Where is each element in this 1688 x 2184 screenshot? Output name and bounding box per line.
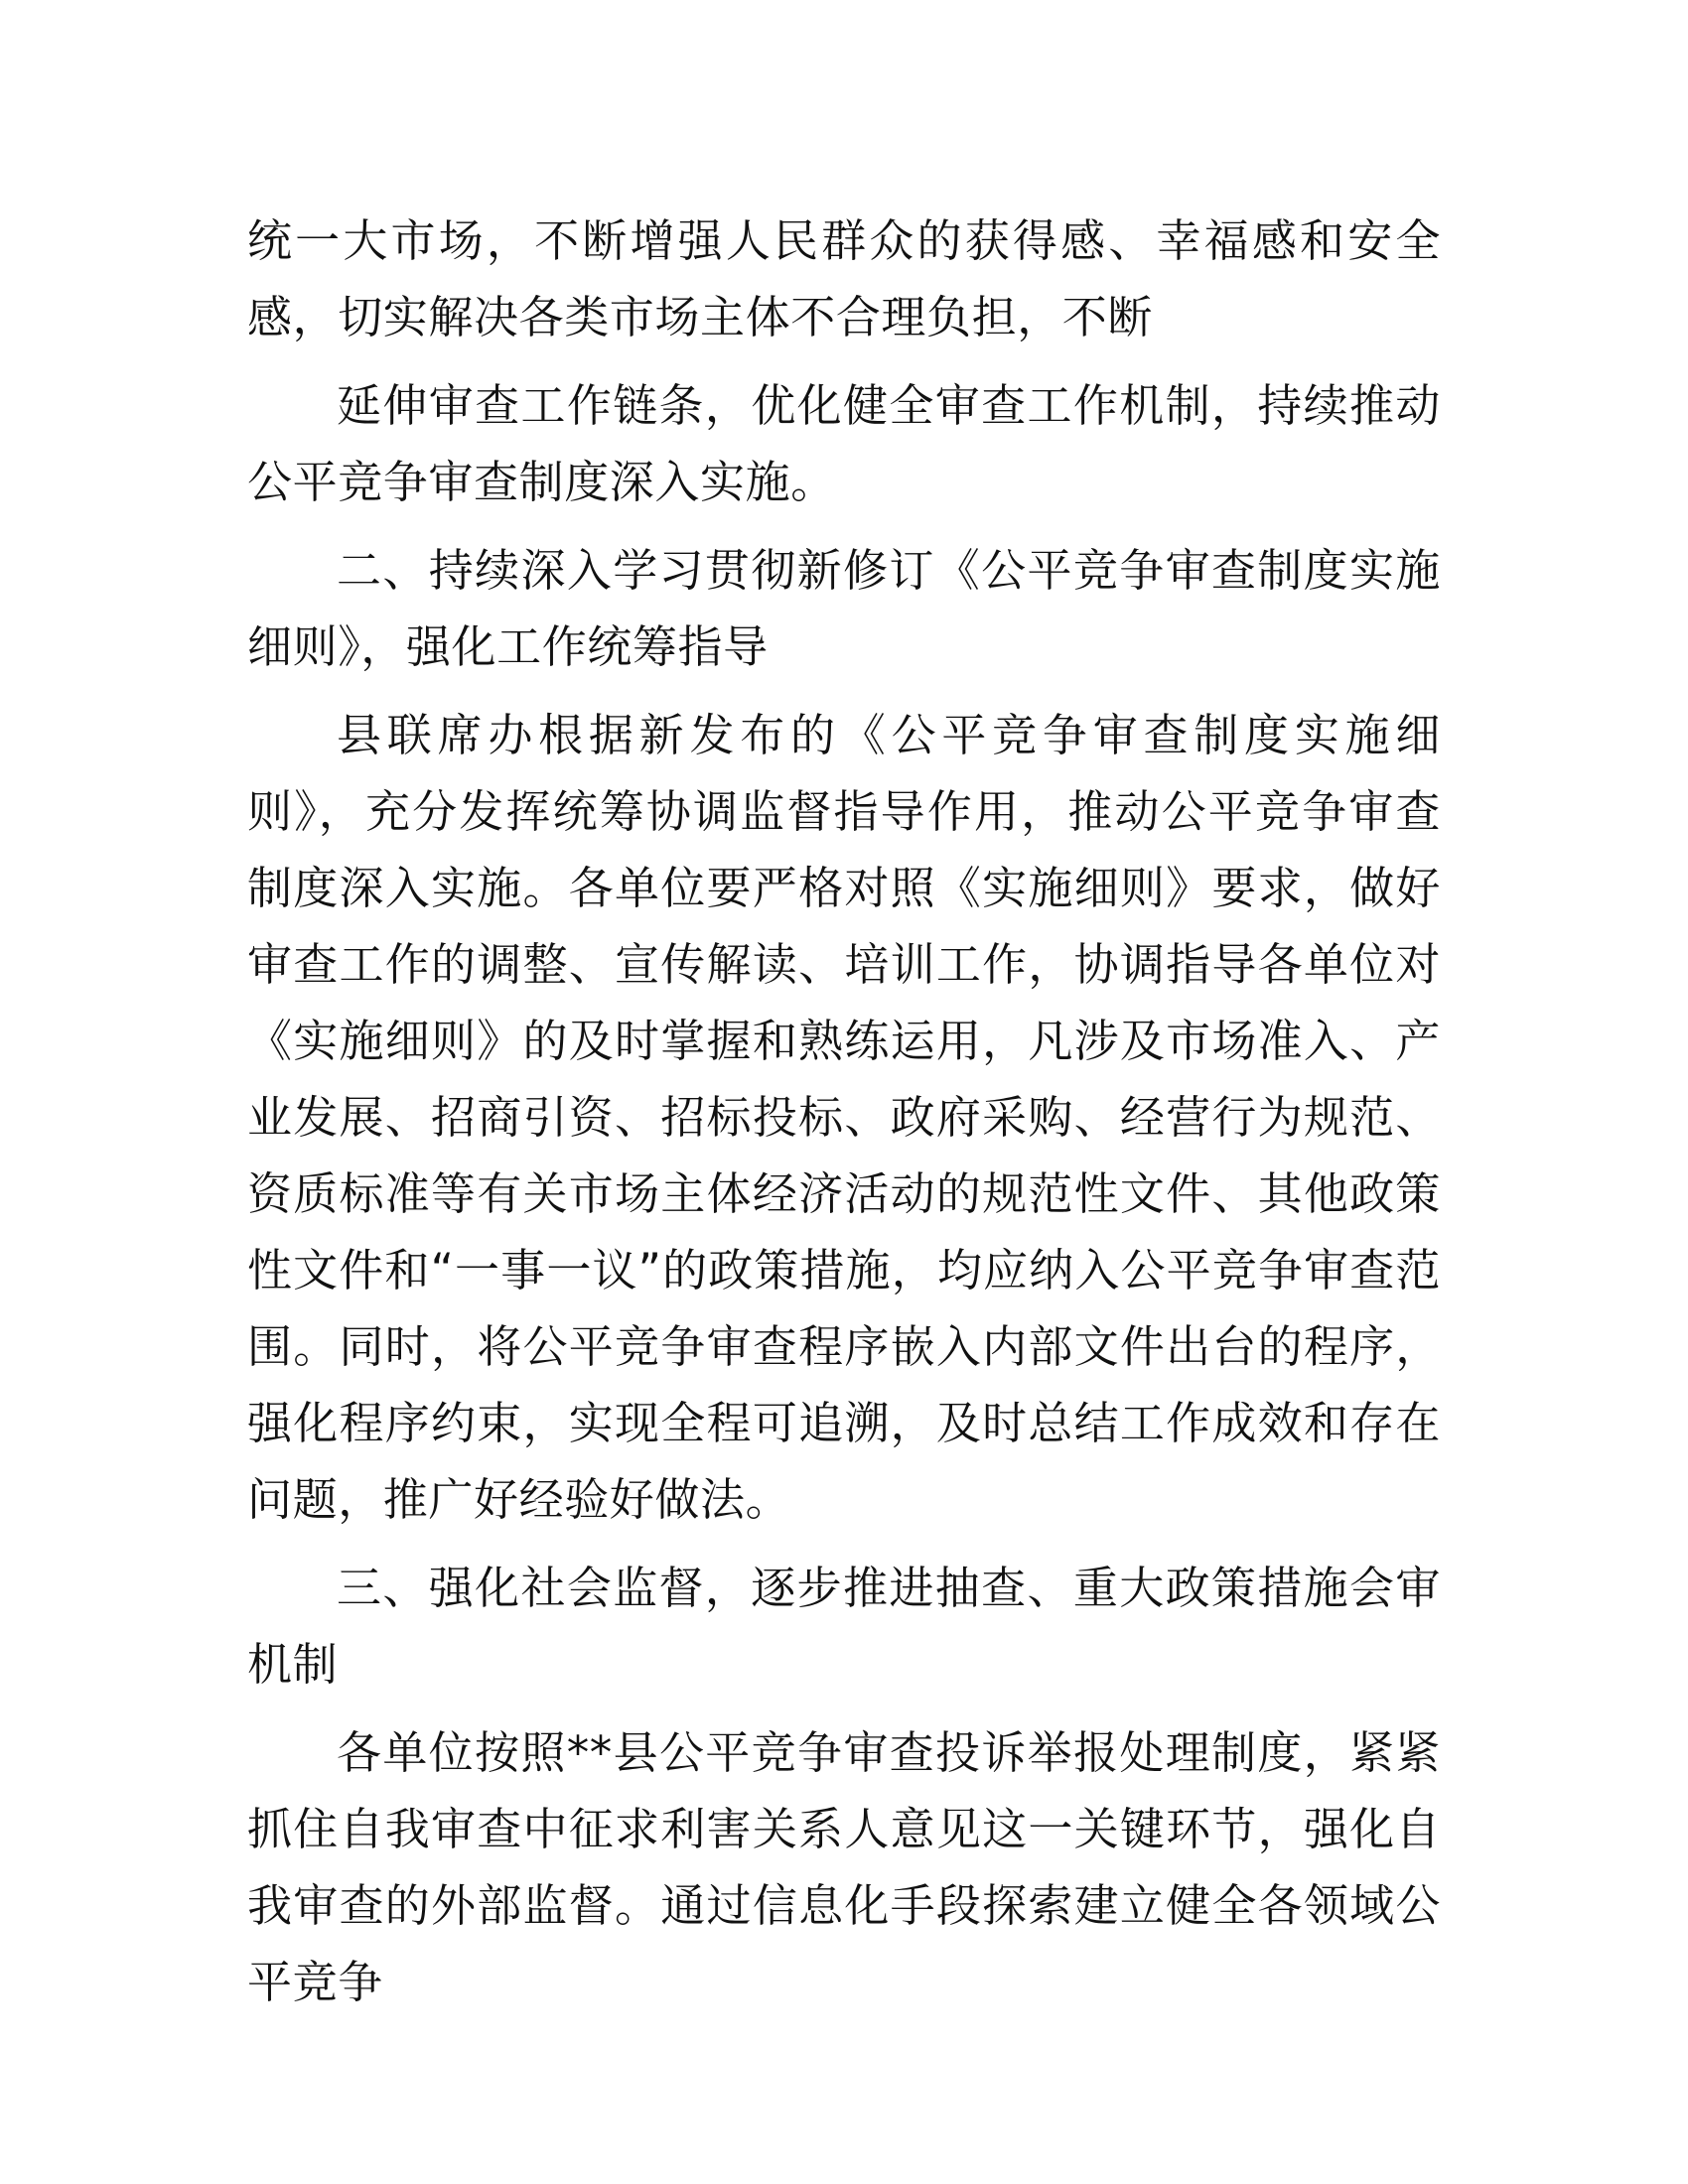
section-heading-three: 三、强化社会监督，逐步推进抽查、重大政策措施会审机制	[247, 1562, 1441, 1691]
paragraph-review-chain: 延伸审查工作链条，优化健全审查工作机制，持续推动公平竞争审查制度深入实施。	[247, 379, 1441, 508]
section-heading-two: 二、持续深入学习贯彻新修订《公平竞争审查制度实施细则》，强化工作统筹指导	[247, 544, 1441, 673]
paragraph-continuation: 统一大市场，不断增强人民群众的获得感、幸福感和安全感，切实解决各类市场主体不合理负担，不断	[247, 214, 1441, 343]
document-body	[247, 203, 1441, 2032]
paragraph-implementation-rules: 县联席办根据新发布的《公平竞争审查制度实施细则》，充分发挥统筹协调监督指导作用，推动公平竞争审查制度深入实施。各单位要严格对照《实施细则》要求，做好审查工作的调整、宣传解读、培训工作，协调指导各单位对《实施细则》的及时掌握和熟练运用，凡涉及市场准入、产业发展、招商引资、招标投标、政府采购、经营行为规范、资质标准等有关市场主体经济活动的规范性文件、其他政策性文件和“一事一议”的政策措施，均应纳入公平竞争审查范围。同时，将公平竞争审查程序嵌入内部文件出台的程序，强化程序约束，实现全程可追溯，及时总结工作成效和存在问题，推广好经验好做法。	[247, 709, 1441, 1526]
paragraph-social-supervision: 各单位按照**县公平竞争审查投诉举报处理制度，紧紧抓住自我审查中征求利害关系人意见这一关键环节，强化自我审查的外部监督。通过信息化手段探索建立健全各领域公平竞争	[247, 1726, 1441, 2008]
